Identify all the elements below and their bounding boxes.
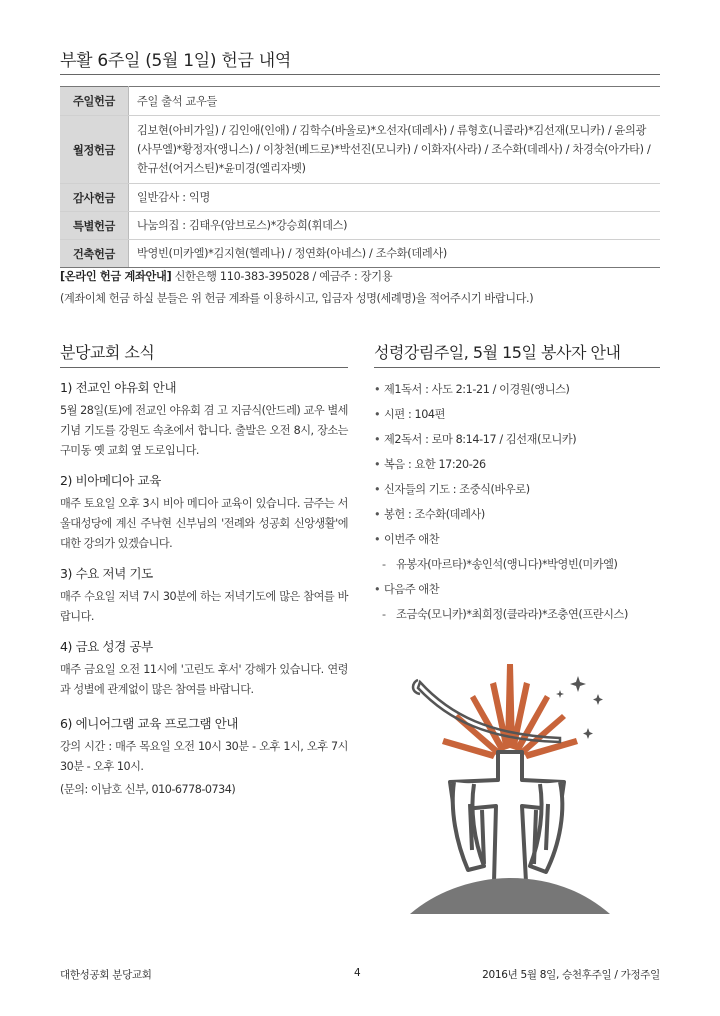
table-row bbox=[60, 184, 660, 212]
hill-icon bbox=[410, 878, 610, 914]
news-item-title: 2) 비아메디아 교육 bbox=[60, 473, 161, 488]
cross-icon bbox=[450, 752, 564, 882]
news-item-body: 강의 시간 : 매주 목요일 오전 10시 30분 - 오후 1시, 오후 7시 30분 - 오후 10시. bbox=[60, 740, 348, 773]
bullet-icon: • bbox=[374, 508, 381, 521]
news-item-body: 5월 28일(토)에 전교인 야유회 겸 고 지금식(안드레) 교우 별세기념 기도를 강원도 속초에서 합니다. 출발은 오전 8시, 장소는 구미동 옛 교회 옆 도로입니다. bbox=[60, 404, 348, 457]
table-row bbox=[60, 240, 660, 268]
list-item: • 신자들의 기도 : 조중식(바우로) bbox=[374, 483, 530, 496]
sun-rays-icon bbox=[442, 664, 578, 759]
list-item: • 제2독서 : 로마 8:14-17 / 김선재(모니카) bbox=[374, 433, 577, 446]
news-item-title: 4) 금요 성경 공부 bbox=[60, 639, 153, 654]
offering-title: 부활 6주일 (5월 1일) 헌금 내역 bbox=[60, 46, 660, 75]
dash-icon: - bbox=[382, 558, 386, 571]
offering-table bbox=[60, 86, 660, 268]
row-content: 박영빈(미카엘)*김지현(헬레나) / 정연화(아네스) / 조수화(데레사) bbox=[129, 240, 661, 268]
footer-church-name: 대한성공회 분당교회 bbox=[60, 969, 152, 981]
news-item-body: 매주 금요일 오전 11시에 '고린도 후서' 강해가 있습니다. 연령과 성별에 관계없이 많은 참여를 바랍니다. bbox=[60, 663, 348, 696]
bullet-icon: • bbox=[374, 483, 381, 496]
bullet-icon: • bbox=[374, 533, 381, 546]
list-item: • 복음 : 요한 17:20-26 bbox=[374, 458, 486, 471]
row-label: 감사헌금 bbox=[60, 184, 129, 212]
row-label: 주일헌금 bbox=[60, 87, 129, 116]
row-label: 건축헌금 bbox=[60, 240, 129, 268]
table-row bbox=[60, 87, 660, 116]
news-title: 분당교회 소식 bbox=[60, 340, 348, 368]
bullet-icon: • bbox=[374, 383, 381, 396]
star-icon bbox=[556, 676, 603, 739]
account-info bbox=[60, 268, 680, 284]
servers-list bbox=[374, 382, 660, 623]
risen-christ-cross-illustration bbox=[410, 660, 610, 920]
page-number: 4 bbox=[354, 967, 361, 979]
news-item-contact: (문의: 이남호 신부, 010-6778-0734) bbox=[60, 783, 236, 796]
news-section bbox=[60, 340, 348, 800]
list-item: - 유봉자(마르타)*송인석(앵니다)*박영빈(미카엘) bbox=[382, 558, 618, 571]
row-content: 나눔의집 : 김태우(암브로스)*강승희(휘데스) bbox=[129, 212, 661, 240]
servers-title: 성령강림주일, 5월 15일 봉사자 안내 bbox=[374, 340, 660, 368]
dash-icon: - bbox=[382, 608, 386, 621]
transfer-note: (계좌이체 헌금 하실 분들은 위 헌금 계좌를 이용하시고, 입금자 성명(세례명)을 적어주시기 바랍니다.) bbox=[60, 292, 534, 305]
bullet-icon: • bbox=[374, 433, 381, 446]
list-item: • 이번주 애찬 bbox=[374, 533, 440, 546]
bullet-icon: • bbox=[374, 458, 381, 471]
table-row bbox=[60, 116, 660, 184]
row-label: 특별헌금 bbox=[60, 212, 129, 240]
table-row bbox=[60, 212, 660, 240]
footer-date: 2016년 5월 8일, 승천후주일 / 가정주일 bbox=[482, 969, 660, 981]
news-item-body: 매주 토요일 오후 3시 비아 메디아 교육이 있습니다. 금주는 서울대성당에 계신 주낙현 신부님의 '전례와 성공회 신앙생활'에 대한 강의가 있겠습니다. bbox=[60, 497, 348, 550]
list-item: • 봉헌 : 조수화(데레사) bbox=[374, 508, 485, 521]
row-content: 주일 출석 교우들 bbox=[129, 87, 661, 116]
news-item-body: 매주 수요일 저녁 7시 30분에 하는 저녁기도에 많은 참여를 바랍니다. bbox=[60, 590, 348, 623]
row-content: 김보현(아비가일) / 김인애(인애) / 김학수(바울로)*오선자(데레사) / 류형호(니콜라)*김선재(모니카) / 윤의광(사무엘)*황정자(앵니스) / 이창천(베드로)*박선진(모니카) / 이화자(사라) / 조수화(데레사) / 차경숙(아가타) / 한규선(어거스틴)*윤미경(엘리자벳) bbox=[129, 116, 661, 184]
news-item-title: 3) 수요 저녁 기도 bbox=[60, 566, 153, 581]
list-item: • 다음주 애찬 bbox=[374, 583, 440, 596]
account-label: [온라인 헌금 계좌안내] bbox=[60, 270, 172, 283]
list-item: • 제1독서 : 사도 2:1-21 / 이경원(앵니스) bbox=[374, 383, 570, 396]
bullet-icon: • bbox=[374, 408, 381, 421]
news-item-title: 1) 전교인 야유회 안내 bbox=[60, 380, 177, 395]
list-item: - 조금숙(모니카)*최희정(클라라)*조충연(프란시스) bbox=[382, 608, 628, 621]
account-text: 신한은행 110-383-395028 / 예금주 : 장기용 bbox=[171, 270, 393, 283]
row-content: 일반감사 : 익명 bbox=[129, 184, 661, 212]
news-item-title: 6) 에니어그램 교육 프로그램 안내 bbox=[60, 716, 239, 731]
servers-section bbox=[374, 340, 660, 632]
row-label: 월정헌금 bbox=[60, 116, 129, 184]
bullet-icon: • bbox=[374, 583, 381, 596]
list-item: • 시편 : 104편 bbox=[374, 408, 446, 421]
